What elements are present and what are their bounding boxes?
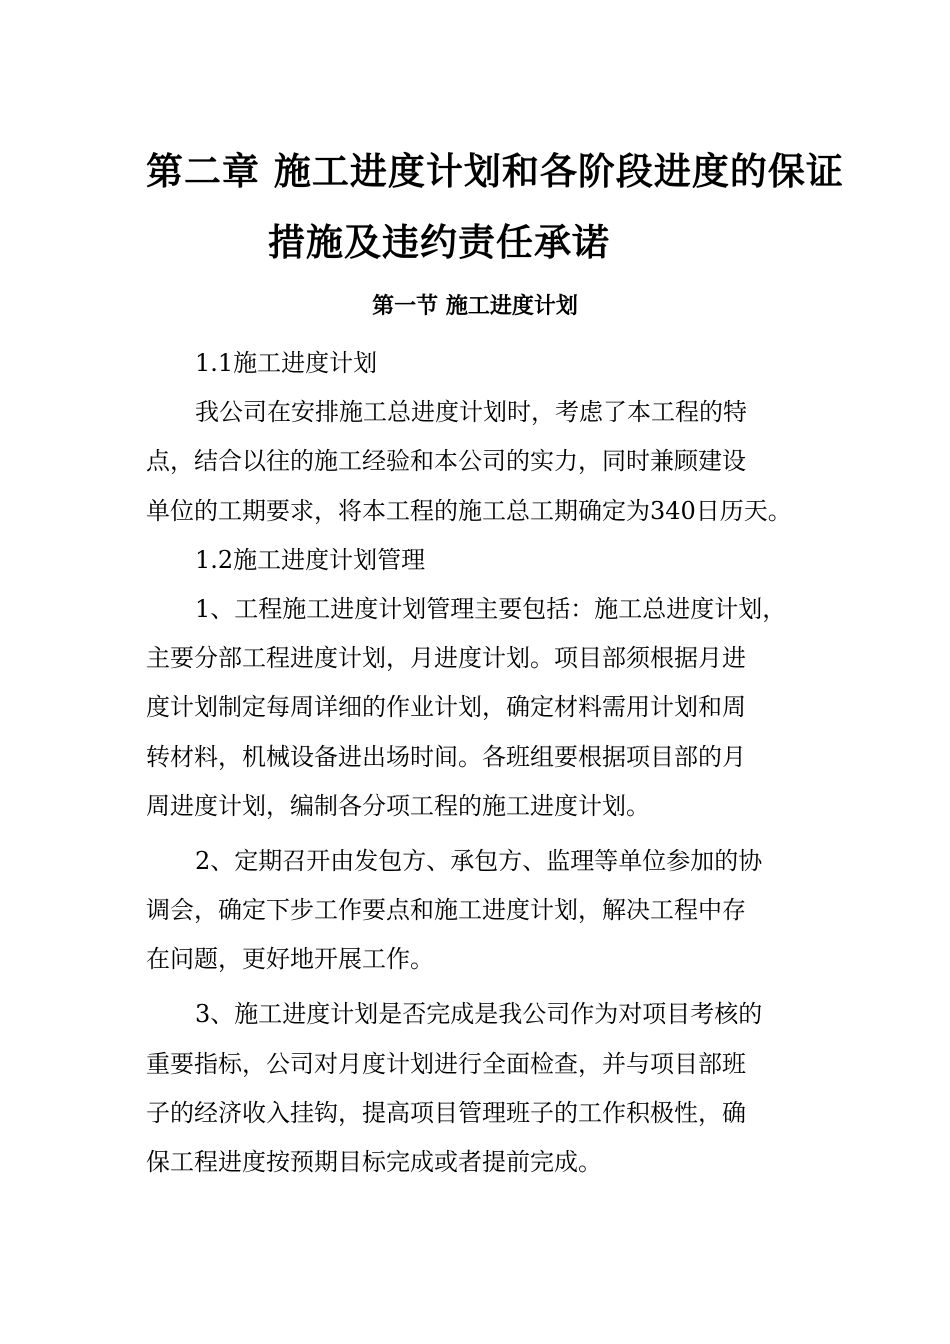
paragraph-line: 调会，确定下步工作要点和施工进度计划，解决工程中存 (146, 896, 746, 925)
paragraph-line: 重要指标，公司对月度计划进行全面检查，并与项目部班 (146, 1049, 746, 1078)
paragraph-line: 1、工程施工进度计划管理主要包括：施工总进度计划， (195, 594, 787, 623)
paragraph-line: 主要分部工程进度计划，月进度计划。项目部须根据月进 (146, 644, 746, 673)
paragraph-line: 转材料，机械设备进出场时间。各班组要根据项目部的月 (146, 742, 746, 771)
paragraph-line: 我公司在安排施工总进度计划时，考虑了本工程的特 (195, 398, 747, 427)
document-body (146, 339, 826, 1187)
subheading-1-2: 1.2施工进度计划管理 (195, 545, 426, 574)
paragraph-line: 点，结合以往的施工经验和本公司的实力，同时兼顾建设 (146, 447, 746, 476)
paragraph-line: 3、施工进度计划是否完成是我公司作为对项目考核的 (195, 1000, 763, 1029)
paragraph-3 (146, 837, 826, 985)
paragraph-line: 周进度计划，编制各分项工程的施工进度计划。 (146, 791, 650, 820)
chapter-title-line-2: 措施及违约责任承诺 (268, 221, 610, 264)
chapter-title-line-1: 第二章 施工进度计划和各阶段进度的保证 (146, 150, 844, 193)
paragraph-line: 保工程进度按预期目标完成或者提前完成。 (146, 1148, 602, 1176)
paragraph-1 (146, 388, 826, 536)
subheading-1-1: 1.1施工进度计划 (195, 349, 378, 377)
paragraph-line: 子的经济收入挂钩，提高项目管理班子的工作积极性，确 (146, 1098, 746, 1127)
paragraph-line: 度计划制定每周详细的作业计划，确定材料需用计划和周 (146, 693, 746, 722)
section-title: 第一节 施工进度计划 (372, 294, 578, 319)
paragraph-line: 单位的工期要求，将本工程的施工总工期确定为340日历天。 (146, 496, 792, 525)
paragraph-2 (146, 585, 826, 831)
paragraph-line: 2、定期召开由发包方、承包方、监理等单位参加的协 (195, 846, 763, 875)
paragraph-line: 在问题，更好地开展工作。 (146, 945, 434, 974)
paragraph-4 (146, 990, 826, 1187)
